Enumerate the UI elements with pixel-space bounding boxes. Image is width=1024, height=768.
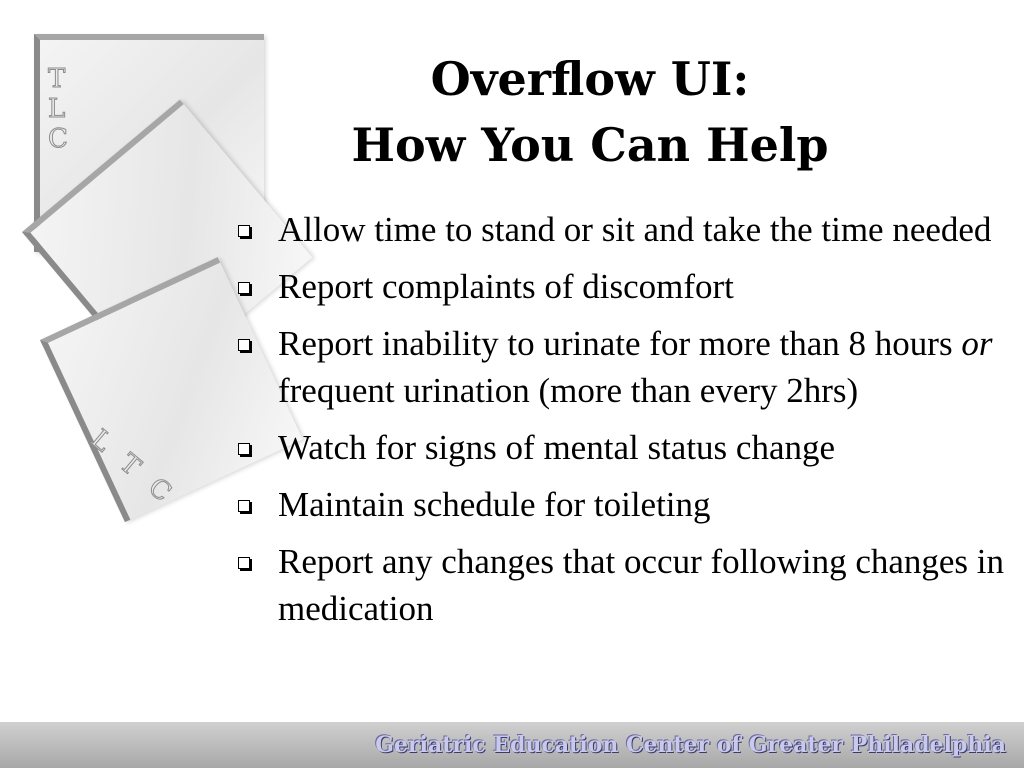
bullet-text-emphasis: or [961,324,993,363]
bullet-list [236,206,1006,642]
bullet-item [236,263,1006,310]
hollow-square-bullet-icon [238,443,250,455]
bullet-text: Allow time to stand or sit and take the time needed [278,210,992,249]
bullet-item [236,538,1006,632]
card-letter: C [142,472,177,509]
slide-title-line-1: Overflow UI: [430,52,750,106]
hollow-square-bullet-icon [238,282,250,294]
bullet-item [236,206,1006,253]
card-letter: L [48,94,66,124]
hollow-square-bullet-icon [238,557,250,569]
bullet-item [236,320,1006,414]
bullet-text: Report complaints of discomfort [278,267,734,306]
card-letter: L [84,424,118,459]
bullet-text: Maintain schedule for toileting [278,485,711,524]
slide-title [230,46,950,178]
footer-organization: Geriatric Education Center of Greater Philadelphia [375,732,1006,758]
bullet-item [236,481,1006,528]
card-letter: T [48,64,66,94]
bullet-text-before: Report inability to urinate for more than 8 hours [278,324,962,363]
bullet-text: Watch for signs of mental status change [278,428,836,467]
bullet-text: Report any changes that occur following changes in medication [278,542,1005,628]
hollow-square-bullet-icon [238,500,250,512]
card-letter: C [48,124,68,154]
tlc-letters-top [48,64,78,154]
bullet-item [236,424,1006,471]
hollow-square-bullet-icon [238,339,250,351]
hollow-square-bullet-icon [238,225,250,237]
bullet-text-after: frequent urination (more than every 2hrs) [278,371,859,410]
card-letter: T [113,448,147,483]
footer-bar [0,722,1024,768]
slide-title-line-2: How You Can Help [351,118,829,172]
